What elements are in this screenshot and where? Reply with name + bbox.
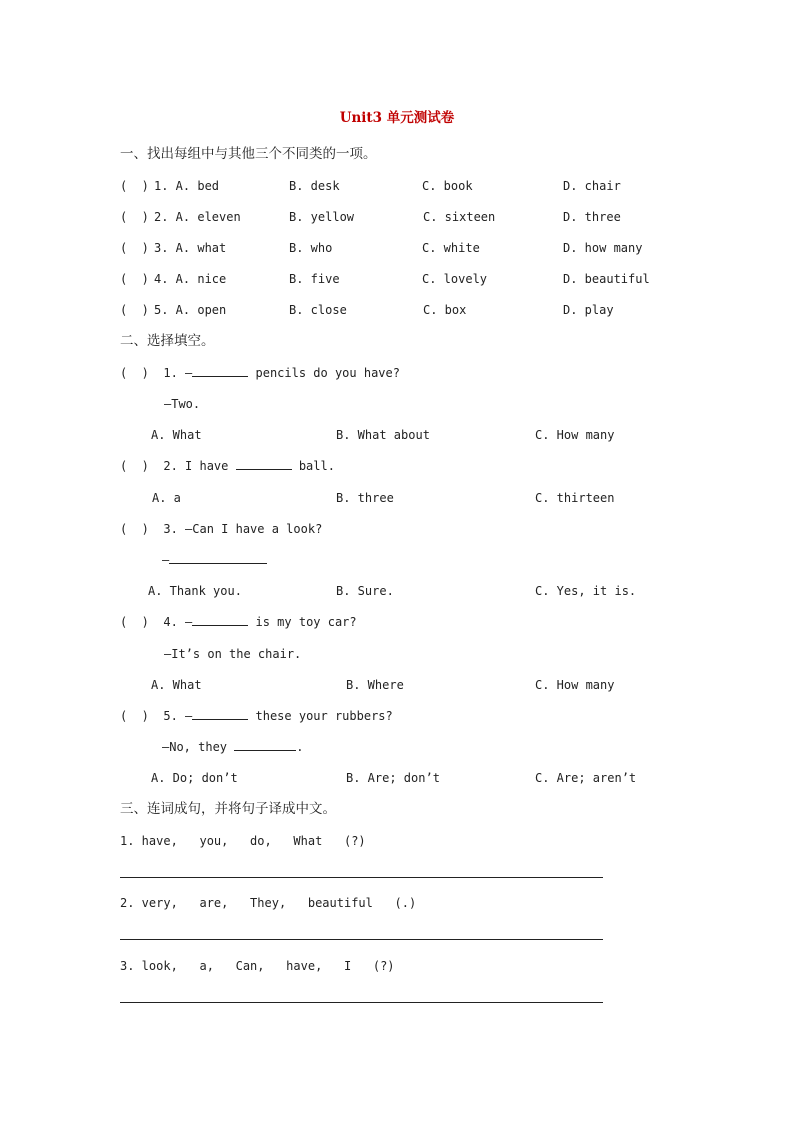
reply-line — [162, 552, 267, 568]
reply-text: —No, they — [162, 740, 235, 754]
question-text: 3. —Can I have a look? — [163, 522, 323, 536]
fill-blank[interactable] — [234, 739, 296, 751]
reply-text: . — [296, 740, 304, 754]
option-a: A. Thank you. — [148, 584, 242, 598]
option-d: D. chair — [563, 179, 621, 193]
question-text: pencils do you have? — [248, 366, 400, 380]
option-c: C. Yes, it is. — [535, 584, 637, 598]
answer-bracket[interactable]: ( ) — [120, 615, 149, 629]
answer-bracket[interactable]: ( ) — [120, 241, 149, 255]
word-order-item: 2. very, are, They, beautiful (.) — [120, 896, 417, 910]
answer-line[interactable] — [120, 877, 603, 878]
option-c: C. box — [423, 303, 467, 317]
answer-bracket[interactable]: ( ) — [120, 303, 149, 317]
option-b: B. who — [289, 241, 333, 255]
option-c: C. book — [422, 179, 473, 193]
fill-blank[interactable] — [192, 614, 248, 626]
answer-bracket[interactable]: ( ) — [120, 522, 149, 536]
option-b: B. desk — [289, 179, 340, 193]
question-1 — [120, 365, 400, 381]
word-order-item: 1. have, you, do, What (?) — [120, 834, 366, 848]
fill-blank[interactable] — [169, 552, 267, 564]
answer-line[interactable] — [120, 1002, 603, 1003]
option-d: D. three — [563, 210, 621, 224]
question-text: 4. — — [163, 615, 193, 629]
page-title: Unit3 单元测试卷 — [339, 110, 455, 126]
answer-bracket[interactable]: ( ) — [120, 459, 149, 473]
option-a: 3. A. what — [154, 241, 227, 255]
question-5 — [120, 708, 393, 724]
option-c: C. white — [422, 241, 480, 255]
section2-heading: 二、选择填空。 — [120, 333, 215, 349]
question-text: ball. — [291, 459, 335, 473]
section1-heading: 一、找出每组中与其他三个不同类的一项。 — [120, 146, 377, 162]
option-c: C. lovely — [422, 272, 488, 286]
option-c: C. Are; aren’t — [535, 771, 637, 785]
question-4 — [120, 614, 357, 630]
option-b: B. Sure. — [336, 584, 394, 598]
option-d: D. how many — [563, 241, 643, 255]
option-c: C. How many — [535, 678, 615, 692]
option-a: A. What — [151, 428, 202, 442]
word-order-item: 3. look, a, Can, have, I (?) — [120, 959, 395, 973]
reply-dash: — — [162, 553, 170, 567]
section3-heading: 三、连词成句，并将句子译成中文。 — [120, 801, 336, 817]
question-text: is my toy car? — [248, 615, 357, 629]
option-c: C. How many — [535, 428, 615, 442]
question-2 — [120, 458, 335, 474]
option-b: B. three — [336, 491, 394, 505]
answer-bracket[interactable]: ( ) — [120, 179, 149, 193]
option-a: 1. A. bed — [154, 179, 220, 193]
option-d: D. play — [563, 303, 614, 317]
option-a: A. Do; don’t — [151, 771, 238, 785]
answer-bracket[interactable]: ( ) — [120, 272, 149, 286]
answer-line: —Two. — [164, 397, 201, 411]
option-d: D. beautiful — [563, 272, 650, 286]
option-b: B. five — [289, 272, 340, 286]
option-b: B. Where — [346, 678, 404, 692]
answer-bracket[interactable]: ( ) — [120, 366, 149, 380]
option-a: 4. A. nice — [154, 272, 227, 286]
option-b: B. What about — [336, 428, 430, 442]
question-text: these your rubbers? — [248, 709, 393, 723]
option-b: B. close — [289, 303, 347, 317]
answer-line: —It’s on the chair. — [164, 647, 302, 661]
option-a: A. What — [151, 678, 202, 692]
fill-blank[interactable] — [192, 708, 248, 720]
option-b: B. yellow — [289, 210, 355, 224]
option-a: 5. A. open — [154, 303, 227, 317]
fill-blank[interactable] — [192, 365, 248, 377]
option-b: B. Are; don’t — [346, 771, 440, 785]
option-c: C. sixteen — [423, 210, 496, 224]
fill-blank[interactable] — [236, 458, 292, 470]
answer-line[interactable] — [120, 939, 603, 940]
answer-bracket[interactable]: ( ) — [120, 210, 149, 224]
question-text: 1. — — [163, 366, 193, 380]
question-text: 2. I have — [163, 459, 236, 473]
answer-bracket[interactable]: ( ) — [120, 709, 149, 723]
question-3 — [120, 521, 322, 537]
question-text: 5. — — [163, 709, 193, 723]
reply-line — [162, 739, 303, 755]
option-a: 2. A. eleven — [154, 210, 241, 224]
option-a: A. a — [152, 491, 181, 505]
option-c: C. thirteen — [535, 491, 615, 505]
